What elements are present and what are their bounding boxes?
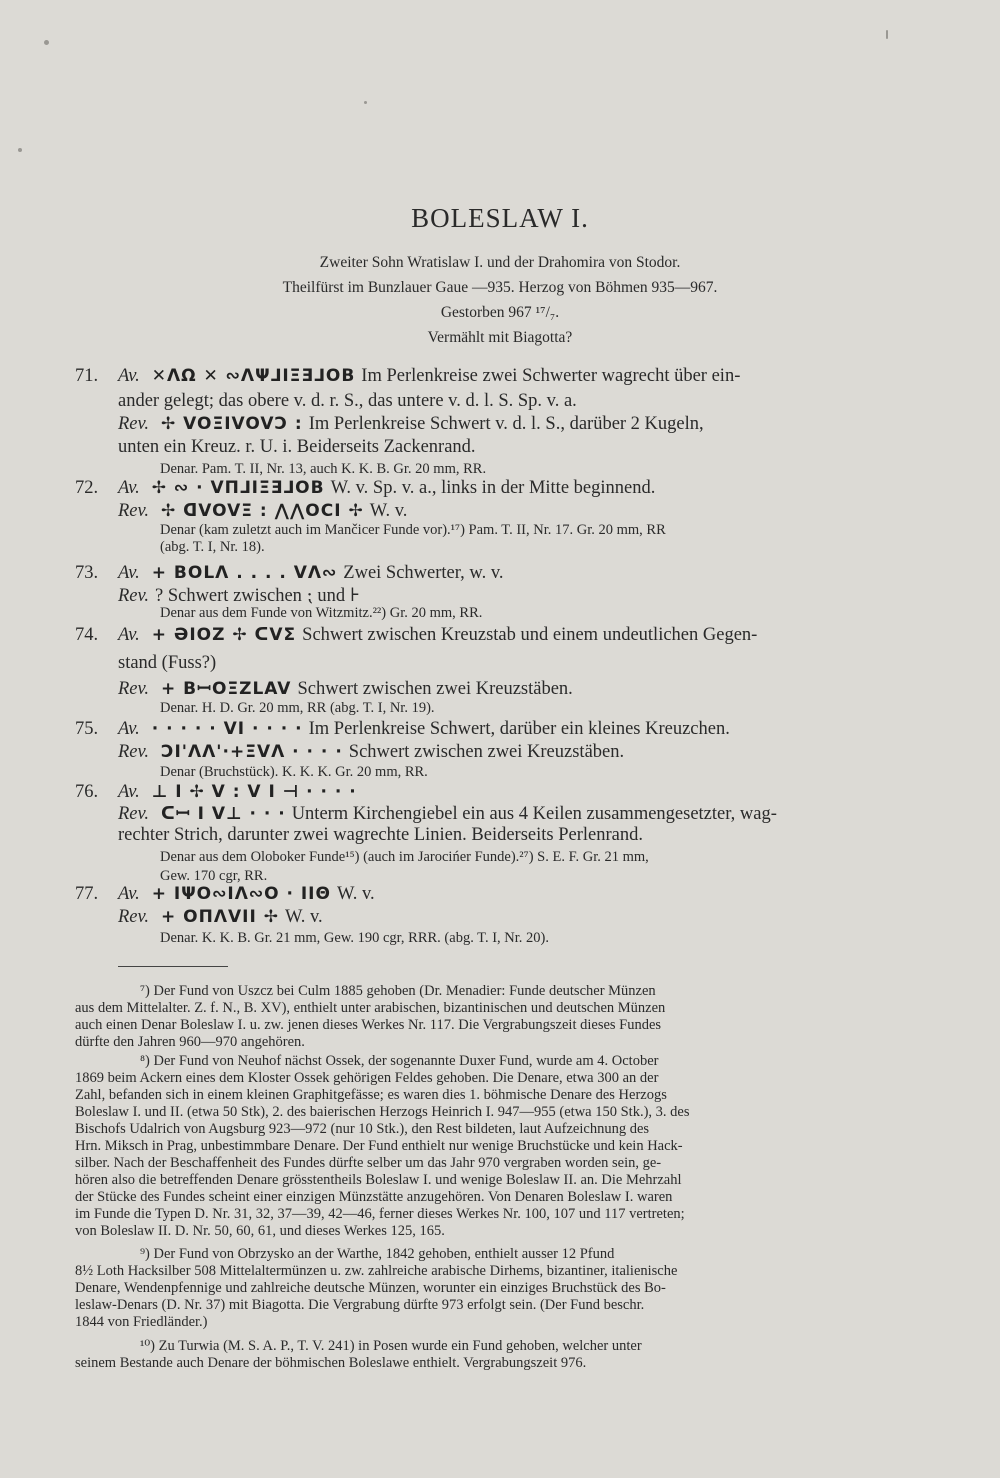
footnote-line: silber. Nach der Beschaffenheit des Fundes dürfte selber um das Jahr 970 vergraben worden sein, ge- xyxy=(75,1155,662,1171)
footnote-line: hören also die betreffenden Denare grösstentheils Boleslaw I. und wenige Boleslaw II. an. Die Mehrzahl xyxy=(75,1172,682,1188)
entry-note-line xyxy=(160,522,666,539)
entry-line xyxy=(118,437,476,458)
footnote-line: dürfte den Jahren 960—970 angehören. xyxy=(75,1034,305,1050)
entry-number: 77. xyxy=(75,884,99,904)
entry-note-text: Denar aus dem Funde von Witzmitz.²²) Gr. 20 mm, RR. xyxy=(160,605,483,621)
coin-legend: ᑕꟷ I V⊥ · · · xyxy=(160,804,286,824)
page-title: BOLESLAW I. xyxy=(411,203,589,233)
footnote-line: leslaw-Denars (D. Nr. 37) mit Biagotta. Die Vergrabung dürfte 973 erfolgt sein. (Der Fund beschr. xyxy=(75,1297,645,1313)
side-label: Rev. xyxy=(118,742,149,762)
paper-speck xyxy=(44,40,49,45)
footnote-line: seinem Bestande auch Denare der böhmischen Boleslawe enthielt. Vergrabungszeit 976. xyxy=(75,1355,587,1371)
footnote-line: im Funde die Typen D. Nr. 31, 32, 37—39, 42—46, ferner dieses Werkes Nr. 100, 107 und 117 vertreten; xyxy=(75,1206,685,1222)
footnote-line: auch einen Denar Boleslaw I. u. zw. jenen dieses Werkes Nr. 117. Die Vergrabungszeit dieses Fundes xyxy=(75,1017,662,1033)
paper-speck xyxy=(364,101,367,104)
entry-line xyxy=(118,391,577,412)
footnote-line: aus dem Mittelalter. Z. f. N., B. XV), enthielt unter arabischen, bizantinischen und deutschen Münzen xyxy=(75,1000,666,1016)
entry-text: W. v. xyxy=(369,501,408,521)
coin-legend: ƆΙ'ΛΛ'·+ΞVΛ · · · · xyxy=(160,742,343,762)
coin-legend: ✢ ᗡVOVΞ : ⋀⋀OCI ✢ xyxy=(160,501,364,521)
entry-note-line xyxy=(160,539,265,556)
entry-line xyxy=(118,414,704,435)
entry-line xyxy=(75,563,504,584)
footnote-line: von Boleslaw II. D. Nr. 50, 60, 61, und dieses Werkes 125, 165. xyxy=(75,1223,445,1239)
subtitle-line: Zweiter Sohn Wratislaw I. und der Drahomira von Stodor. xyxy=(319,254,681,271)
coin-legend: + IΨO∾IΛ∾O · IIΘ xyxy=(151,884,331,904)
side-label: Rev. xyxy=(118,804,149,824)
entry-text: W. v. Sp. v. a., links in der Mitte beginnend. xyxy=(330,478,656,498)
entry-text: Unterm Kirchengiebel ein aus 4 Keilen zusammengesetzter, wag- xyxy=(291,804,777,824)
entry-line xyxy=(118,801,777,825)
entry-line xyxy=(118,907,323,928)
entry-line xyxy=(75,478,655,499)
side-label: Av. xyxy=(118,625,140,645)
entry-text: Zwei Schwerter, w. v. xyxy=(343,563,504,583)
entry-note-text: Denar aus dem Oloboker Funde¹⁵) (auch im Jarocińer Funde).²⁷) S. E. F. Gr. 21 mm, xyxy=(160,849,649,865)
footnote-line: 8½ Loth Hacksilber 508 Mittelaltermünzen u. zw. zahlreiche arabische Dirhems, bizantiner, italienische xyxy=(75,1263,678,1279)
entry-line xyxy=(75,625,757,646)
entry-line xyxy=(118,742,624,763)
footnote-line: 1869 beim Ackern eines dem Kloster Ossek gehörigen Feldes gehoben. Die Denare, etwa 300 an der xyxy=(75,1070,659,1086)
coin-legend: + BOLΛ . . . . VΛ∾ xyxy=(151,563,338,583)
entry-text: Im Perlenkreise zwei Schwerter wagrecht über ein- xyxy=(361,366,741,386)
coin-legend: · · · · · VΙ · · · · xyxy=(151,719,303,739)
footnote-line: Denare, Wendenpfennige und zahlreiche deutsche Münzen, worunter ein einziges Bruchstück des Bo- xyxy=(75,1280,666,1296)
side-label: Av. xyxy=(118,563,140,583)
entry-number: 73. xyxy=(75,563,99,583)
coin-legend: + OΠΛVII ✢ xyxy=(160,907,279,927)
footnote-line: ¹⁰) Zu Turwia (M. S. A. P., T. V. 241) in Posen wurde ein Fund gehoben, welcher unter xyxy=(140,1338,642,1354)
footnote-line: der Stücke des Fundes scheint einer einzigen Münzstätte anzugehören. Von Denaren Boleslaw I. waren xyxy=(75,1189,673,1205)
entry-note-line xyxy=(160,764,428,781)
footnote-line: Hrn. Miksch in Prag, unbestimmbare Denare. Der Fund enthielt nur wenige Bruchstücke und kein Hack- xyxy=(75,1138,683,1154)
coin-legend: + BꟷOΞZLAV xyxy=(160,679,292,699)
entry-text: Im Perlenkreise Schwert v. d. l. S., darüber 2 Kugeln, xyxy=(308,414,704,434)
side-label: Av. xyxy=(118,719,140,739)
entry-note-text: Denar. K. K. B. Gr. 21 mm, Gew. 190 cgr, RRR. (abg. T. I, Nr. 20). xyxy=(160,930,549,946)
entry-note-line xyxy=(160,930,549,947)
footnote-line: ⁹) Der Fund von Obrzysko an der Warthe, 1842 gehoben, enthielt ausser 12 Pfund xyxy=(140,1246,615,1262)
entry-line xyxy=(118,825,643,846)
footnote-line: Boleslaw I. und II. (etwa 50 Stk), 2. des baierischen Herzogs Heinrich I. 947—955 (etwa 150 Stk.), 3. des xyxy=(75,1104,690,1120)
side-label: Rev. xyxy=(118,586,149,606)
side-label: Av. xyxy=(118,782,140,802)
entry-line xyxy=(118,676,573,700)
entry-number: 71. xyxy=(75,366,99,386)
footnote-rule xyxy=(118,966,228,967)
entry-text: unten ein Kreuz. r. U. i. Beiderseits Zackenrand. xyxy=(118,437,476,457)
entry-note-line xyxy=(160,868,267,885)
entry-number: 76. xyxy=(75,782,99,802)
entry-note-text: (abg. T. I, Nr. 18). xyxy=(160,539,265,555)
entry-text: stand (Fuss?) xyxy=(118,653,217,673)
coin-legend: ✕ΛΩ ✕ ∾ΛΨ⅃ΙΞƎ⅃OB xyxy=(151,366,356,386)
entry-line xyxy=(118,501,407,522)
entry-line xyxy=(118,653,216,674)
entry-note-text: Denar (kam zuletzt auch im Mančicer Funde vor).¹⁷) Pam. T. II, Nr. 17. Gr. 20 mm, RR xyxy=(160,522,666,538)
entry-line xyxy=(118,585,360,607)
side-label: Av. xyxy=(118,366,140,386)
entry-text: Schwert zwischen zwei Kreuzstäben. xyxy=(348,742,625,762)
footnote-line: Bischofs Udalrich von Augsburg 923—972 (nur 10 Stk.), den Rest bildeten, laut Aufzeichnung des xyxy=(75,1121,650,1137)
side-label: Rev. xyxy=(118,501,149,521)
entry-line xyxy=(75,719,730,740)
entry-note-text: Denar. Pam. T. II, Nr. 13, auch K. K. B. Gr. 20 mm, RR. xyxy=(160,461,487,477)
entry-text: W. v. xyxy=(284,907,323,927)
subtitle-line: Theilfürst im Bunzlauer Gaue —935. Herzog von Böhmen 935—967. xyxy=(282,279,718,296)
paper-speck xyxy=(18,148,22,152)
entry-text: Schwert zwischen Kreuzstab und einem undeutlichen Gegen- xyxy=(302,625,758,645)
entry-note-text: Denar. H. D. Gr. 20 mm, RR (abg. T. I, Nr. 19). xyxy=(160,700,435,716)
entry-note-line xyxy=(160,461,486,478)
entry-number: 75. xyxy=(75,719,99,739)
entry-text: W. v. xyxy=(336,884,375,904)
side-label: Rev. xyxy=(118,679,149,699)
side-label: Av. xyxy=(118,884,140,904)
entry-note-text: Gew. 170 cgr, RR. xyxy=(160,868,268,884)
entry-line xyxy=(75,366,740,387)
coin-legend: ✢ ∾ · VΠ⅃ΙΞƎ⅃OB xyxy=(151,478,325,498)
subtitle-line: Gestorben 967 ¹⁷/₇. xyxy=(440,304,560,321)
side-label: Av. xyxy=(118,478,140,498)
entry-text: Schwert zwischen zwei Kreuzstäben. xyxy=(297,679,573,699)
footnote-line: 1844 von Friedländer.) xyxy=(75,1314,208,1330)
paper-mark xyxy=(886,30,888,39)
footnote-line: Zahl, befanden sich in einem kleinen Graphitgefässe; es waren dies 1. böhmische Denare des Herzogs xyxy=(75,1087,667,1103)
footnote-line: ⁷) Der Fund von Uszcz bei Culm 1885 gehoben (Dr. Menadier: Funde deutscher Münzen xyxy=(140,983,656,999)
side-label: Rev. xyxy=(118,907,149,927)
entry-number: 72. xyxy=(75,478,99,498)
entry-text: rechter Strich, darunter zwei wagrechte Linien. Beiderseits Perlenrand. xyxy=(118,825,643,845)
entry-text: ? Schwert zwischen ⁏ und ⊦ xyxy=(154,586,361,606)
footnote-line: ⁸) Der Fund von Neuhof nächst Ossek, der sogenannte Duxer Fund, wurde am 4. October xyxy=(140,1053,659,1069)
coin-legend: + ƏIOZ ✢ ᑕVΣ xyxy=(151,625,297,645)
entry-text: ander gelegt; das obere v. d. r. S., das untere v. d. l. S. Sp. v. a. xyxy=(118,391,577,411)
entry-number: 74. xyxy=(75,625,99,645)
entry-line xyxy=(75,884,375,905)
entry-line xyxy=(75,782,363,803)
entry-note-line xyxy=(160,700,435,717)
coin-legend: ✢ VOΞΙVOVƆ : xyxy=(160,414,303,434)
entry-note-text: Denar (Bruchstück). K. K. K. Gr. 20 mm, RR. xyxy=(160,764,428,780)
side-label: Rev. xyxy=(118,414,149,434)
entry-note-line xyxy=(160,849,649,866)
coin-legend: ⊥ I ✢ V : V I ⊣ · · · · xyxy=(151,782,357,802)
entry-text: Im Perlenkreise Schwert, darüber ein kleines Kreuzchen. xyxy=(308,719,730,739)
subtitle-line: Vermählt mit Biagotta? xyxy=(427,329,573,346)
entry-note-line xyxy=(160,605,482,622)
